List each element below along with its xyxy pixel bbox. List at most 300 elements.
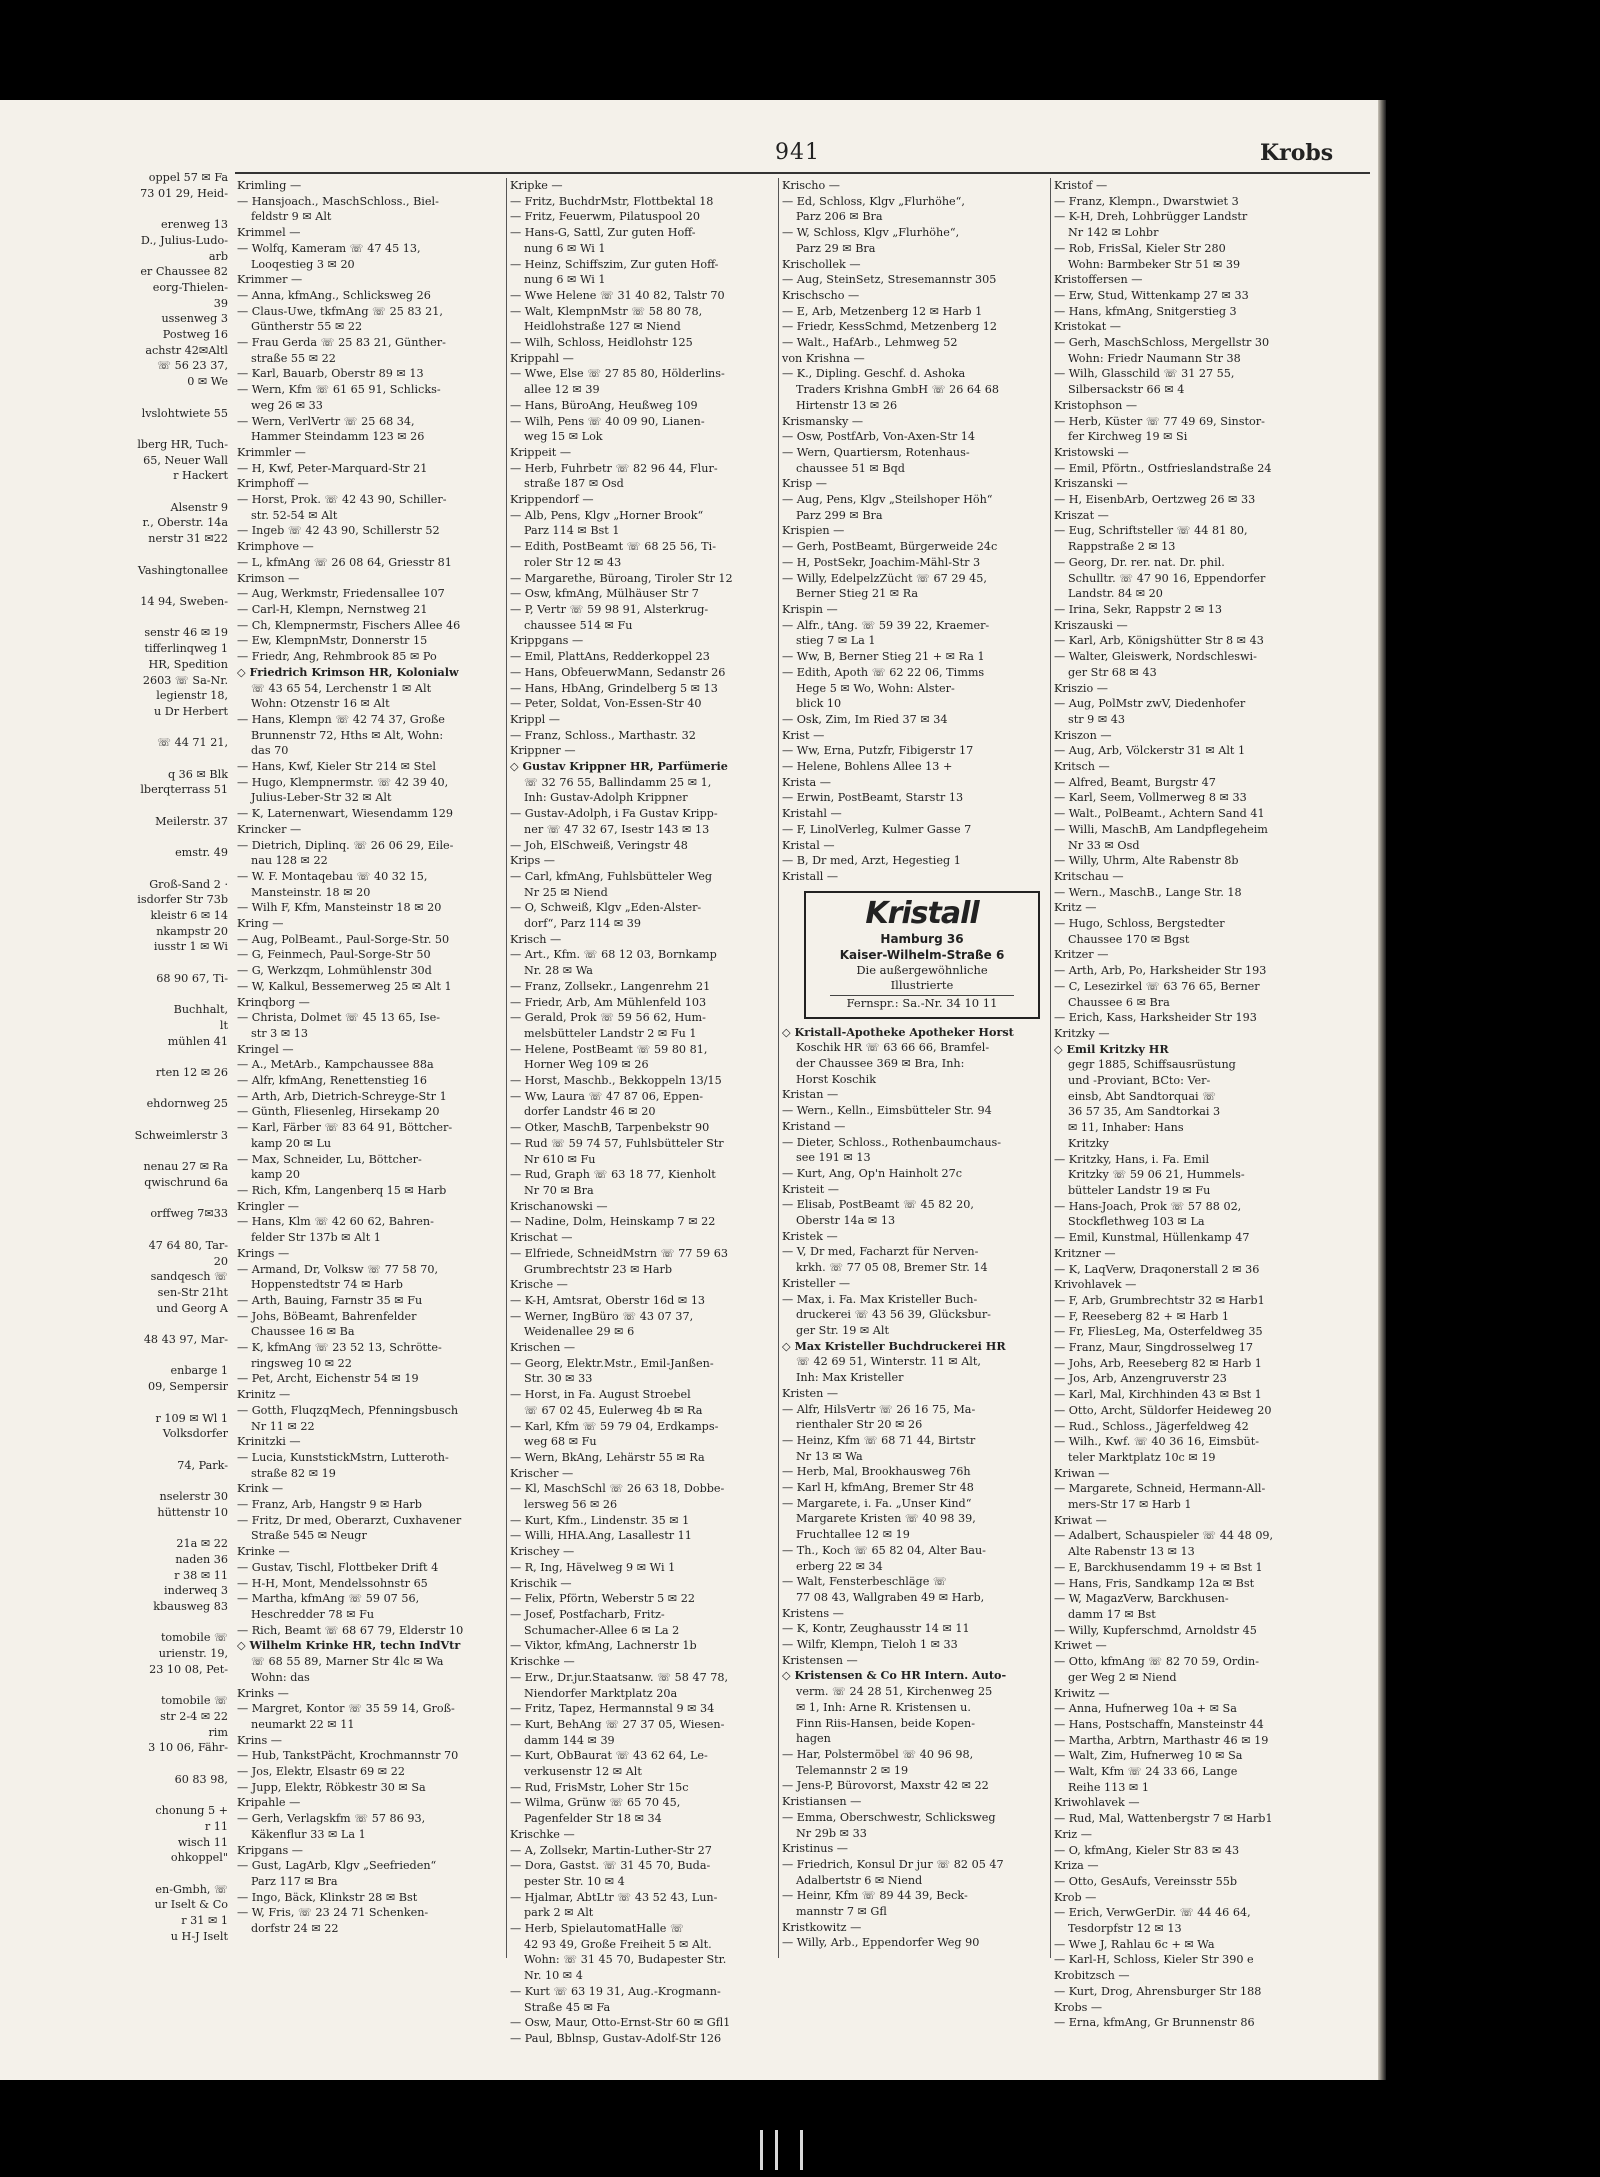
directory-entry: — Jos, Elektr, Elsastr 69 ✉ 22 <box>237 1765 405 1779</box>
surname-heading: Krimmler — <box>237 445 306 459</box>
surname-heading: Kritz — <box>1054 901 1097 915</box>
directory-entry: Parz 117 ✉ Bra <box>251 1874 338 1888</box>
directory-entry: — Hans, Klempn ☏ 42 74 37, Große <box>237 712 445 726</box>
directory-entry: ☏ 42 69 51, Winterstr. 11 ✉ Alt, <box>796 1355 981 1369</box>
directory-entry: Parz 299 ✉ Bra <box>796 508 883 522</box>
directory-entry: Güntherstr 55 ✉ 22 <box>251 320 363 334</box>
left-fragment-line: nselerstr 30 <box>159 1490 228 1504</box>
surname-heading: Krippl — <box>510 712 560 726</box>
directory-entry: Kritzky <box>1068 1136 1109 1150</box>
column-divider <box>778 178 779 1958</box>
directory-entry: — Gerh, Verlagskfm ☏ 57 86 93, <box>237 1812 426 1826</box>
directory-entry: — Hans, BüroAng, Heußweg 109 <box>510 398 698 412</box>
directory-entry: — W, Kalkul, Bessemerweg 25 ✉ Alt 1 <box>237 979 452 993</box>
directory-entry: dorf“, Parz 114 ✉ 39 <box>524 917 641 931</box>
left-fragment-line: lvslohtwiete 55 <box>141 406 228 420</box>
surname-heading: Kriwitz — <box>1054 1686 1110 1700</box>
left-fragment-line: ussenweg 3 <box>161 312 228 326</box>
directory-entry: hagen <box>796 1732 831 1746</box>
directory-entry: — Aug, PolMstr zwV, Diedenhofer <box>1054 697 1246 711</box>
left-fragment-line: oppel 57 ✉ Fa <box>148 171 228 184</box>
directory-entry: — Hjalmar, AbtLtr ☏ 43 52 43, Lun- <box>510 1890 718 1904</box>
directory-entry: — Franz, Maur, Singdrosselweg 17 <box>1054 1341 1253 1355</box>
left-fragment-line <box>0 1442 228 1458</box>
left-fragment-line: Buchhalt, <box>173 1003 228 1017</box>
directory-entry: Chaussee 16 ✉ Ba <box>251 1325 355 1339</box>
left-fragment-line: ☏ 56 23 37, <box>157 359 228 373</box>
left-fragment-line: nenau 27 ✉ Ra <box>143 1160 228 1174</box>
left-fragment-line <box>0 1866 228 1882</box>
surname-heading: Kristiansen — <box>782 1795 862 1809</box>
directory-entry: Rappstraße 2 ✉ 13 <box>1068 540 1176 554</box>
directory-entry: — Otker, MaschB, Tarpenbekstr 90 <box>510 1121 710 1135</box>
directory-entry: verm. ☏ 24 28 51, Kirchenweg 25 <box>796 1685 993 1699</box>
directory-entry: Adalbertstr 6 ✉ Niend <box>796 1873 923 1887</box>
directory-entry: Stockflethweg 103 ✉ La <box>1068 1215 1205 1229</box>
column-2 <box>510 178 772 2045</box>
surname-heading: Krischo — <box>782 179 840 192</box>
directory-entry: — Heinz, Schiffszim, Zur guten Hoff- <box>510 257 719 271</box>
directory-entry: ger Str 68 ✉ 43 <box>1068 665 1157 679</box>
directory-entry: Inh: Max Kristeller <box>796 1371 904 1385</box>
directory-entry: — R, Ing, Hävelweg 9 ✉ Wi 1 <box>510 1560 676 1574</box>
left-fragment-line: r 109 ✉ Wl 1 <box>155 1411 228 1425</box>
directory-entry: nung 6 ✉ Wi 1 <box>524 273 606 287</box>
directory-entry: Traders Krishna GmbH ☏ 26 64 68 <box>796 383 999 397</box>
directory-entry: — Jupp, Elektr, Röbkestr 30 ✉ Sa <box>237 1780 426 1794</box>
directory-entry: roler Str 12 ✉ 43 <box>524 555 622 569</box>
left-fragment-line: Alsenstr 9 <box>170 500 228 514</box>
directory-entry: — Alb, Pens, Klgv „Horner Brook“ <box>510 508 704 522</box>
surname-heading: Krinqborg — <box>237 995 310 1009</box>
directory-entry: — W, Fris, ☏ 23 24 71 Schenken- <box>237 1906 429 1920</box>
directory-entry: — Kurt, BehAng ☏ 27 37 05, Wiesen- <box>510 1717 725 1731</box>
directory-entry: — E, Arb, Metzenberg 12 ✉ Harb 1 <box>782 304 983 318</box>
surname-heading: Kripke — <box>510 179 563 192</box>
surname-heading: Kristens — <box>782 1606 844 1620</box>
directory-entry: — Franz, Klempn., Dwarstwiet 3 <box>1054 194 1239 208</box>
directory-entry: Wohn: Otzenstr 16 ✉ Alt <box>251 697 390 711</box>
surname-heading: Krobs — <box>1054 2000 1103 2014</box>
directory-entry: melsbütteler Landstr 2 ✉ Fu 1 <box>524 1026 697 1040</box>
directory-entry: — Aug, Pens, Klgv „Steilshoper Höh“ <box>782 493 993 507</box>
left-fragment-line <box>0 1316 228 1332</box>
directory-entry: — Friedr, KessSchmd, Metzenberg 12 <box>782 320 997 334</box>
surname-heading: Krivohlavek — <box>1054 1278 1137 1292</box>
directory-entry: — Karl H, kfmAng, Bremer Str 48 <box>782 1481 974 1495</box>
directory-entry: — Horst, in Fa. August Stroebel <box>510 1388 691 1402</box>
left-fragment-line: er Chaussee 82 <box>140 265 228 279</box>
left-fragment-line: HR, Spedition <box>148 657 228 671</box>
directory-entry: nau 128 ✉ 22 <box>251 854 328 868</box>
directory-entry: Straße 545 ✉ Neugr <box>251 1529 367 1543</box>
directory-entry: straße 55 ✉ 22 <box>251 351 336 365</box>
directory-entry: dorfer Landstr 46 ✉ 20 <box>524 1105 656 1119</box>
surname-heading: von Krishna — <box>782 351 865 365</box>
directory-entry: — Gust, LagArb, Klgv „Seefrieden“ <box>237 1859 437 1873</box>
left-fragment-line: rten 12 ✉ 26 <box>155 1066 228 1080</box>
left-fragment-line: Vashingtonallee <box>137 563 228 577</box>
directory-entry: — Wilh, Pens ☏ 40 09 90, Lianen- <box>510 414 705 428</box>
left-fragment-line: achstr 42✉Altl <box>145 343 228 357</box>
directory-entry: Parz 29 ✉ Bra <box>796 241 876 255</box>
left-fragment-line <box>0 1678 228 1694</box>
directory-entry: Kritzky ☏ 59 06 21, Hummels- <box>1068 1168 1245 1182</box>
left-fragment-line: 20 <box>213 1254 228 1268</box>
directory-entry: — Walter, Gleiswerk, Nordschleswi- <box>1054 650 1257 664</box>
directory-entry: — Georg, Elektr.Mstr., Emil-Janßen- <box>510 1356 714 1370</box>
directory-entry: — Hans-Joach, Prok ☏ 57 88 02, <box>1054 1199 1242 1213</box>
directory-entry: — Har, Polstermöbel ☏ 40 96 98, <box>782 1747 974 1761</box>
directory-entry: — Arth, Arb, Po, Harksheider Str 193 <box>1054 964 1267 978</box>
left-fragment-line <box>0 1081 228 1097</box>
surname-heading: Kristand — <box>782 1119 846 1133</box>
surname-heading: Krincker — <box>237 822 302 836</box>
left-fragment-line: u Dr Herbert <box>154 704 228 718</box>
left-fragment-line <box>0 1615 228 1631</box>
directory-entry: — Gotth, FluqzqMech, Pfenningsbusch <box>237 1403 459 1417</box>
directory-entry: ☏ 67 02 45, Eulerweg 4b ✉ Ra <box>524 1403 703 1417</box>
directory-entry: — Karl, Arb, Königshütter Str 8 ✉ 43 <box>1054 634 1264 648</box>
directory-entry: — H-H, Mont, Mendelssohnstr 65 <box>237 1576 428 1590</box>
left-fragment-line: 39 <box>213 296 228 310</box>
directory-entry: krkh. ☏ 77 05 08, Bremer Str. 14 <box>796 1261 988 1275</box>
directory-entry: — Ww, B, Berner Stieg 21 + ✉ Ra 1 <box>782 650 985 664</box>
left-fragment-line: 09, Sempersir <box>147 1380 228 1394</box>
surname-heading: Kriz — <box>1054 1827 1092 1841</box>
left-fragment-line: nerstr 31 ✉22 <box>148 532 228 546</box>
left-fragment-line <box>0 1787 228 1803</box>
directory-entry: — Edith, Apoth ☏ 62 22 06, Timms <box>782 665 985 679</box>
surname-heading: Kriszon — <box>1054 728 1112 742</box>
left-fragment-line: 23 10 08, Pet- <box>149 1662 228 1676</box>
left-fragment-line: legienstr 18, <box>156 689 228 703</box>
left-fragment-line <box>0 955 228 971</box>
directory-entry: Nr 142 ✉ Lohbr <box>1068 226 1159 240</box>
directory-entry: Nr 70 ✉ Bra <box>524 1184 594 1197</box>
left-fragment-line <box>0 830 228 846</box>
left-fragment-line: und Georg A <box>156 1301 228 1315</box>
directory-entry: verkusenstr 12 ✉ Alt <box>524 1765 642 1779</box>
left-fragment-line: r 38 ✉ 11 <box>174 1568 228 1582</box>
kristall-logo: Kristall <box>865 895 979 931</box>
surname-heading: Krimmel — <box>237 226 301 240</box>
directory-entry: druckerei ☏ 43 56 39, Glücksbur- <box>796 1308 991 1322</box>
directory-entry: — Gustav-Adolph, i Fa Gustav Kripp- <box>510 807 718 821</box>
directory-entry: ☏ 43 65 54, Lerchenstr 1 ✉ Alt <box>251 681 432 695</box>
directory-entry: — H, EisenbArb, Oertzweg 26 ✉ 33 <box>1054 493 1256 507</box>
directory-entry: — Herb, Küster ☏ 77 49 69, Sinstor- <box>1054 414 1265 428</box>
left-fragment-line: Groß-Sand 2 · <box>149 877 228 891</box>
directory-entry: — Emma, Oberschwestr, Schlicksweg <box>782 1810 996 1824</box>
left-fragment-line: emstr. 49 <box>175 846 228 860</box>
directory-entry: — Heinr, Kfm ☏ 89 44 39, Beck- <box>782 1889 968 1903</box>
directory-entry: Inh: Gustav-Adolph Krippner <box>524 791 688 805</box>
directory-entry: Schumacher-Allee 6 ✉ La 2 <box>524 1623 680 1637</box>
directory-entry: stieg 7 ✉ La 1 <box>796 634 876 648</box>
directory-entry: — Hans, Kwf, Kieler Str 214 ✉ Stel <box>237 760 436 774</box>
directory-entry: — Karl, Färber ☏ 83 64 91, Böttcher- <box>237 1121 453 1135</box>
directory-entry: — Hans, Klm ☏ 42 60 62, Bahren- <box>237 1215 434 1229</box>
ad-address: Kaiser-Wilhelm-Straße 6 <box>839 947 1005 962</box>
left-fragment-line <box>0 484 228 500</box>
directory-entry: — Fritz, BuchdrMstr, Flottbektal 18 <box>510 194 714 208</box>
directory-entry: — Elisab, PostBeamt ☏ 45 82 20, <box>782 1198 974 1212</box>
directory-entry: — Ed, Schloss, Klgv „Flurhöhe“, <box>782 194 965 208</box>
surname-heading: Krippendorf — <box>510 493 594 507</box>
directory-entry: mannstr 7 ✉ Gfl <box>796 1905 887 1919</box>
directory-entry: ☏ 32 76 55, Ballindamm 25 ✉ 1, <box>524 775 712 789</box>
directory-entry: — Irina, Sekr, Rappstr 2 ✉ 13 <box>1054 602 1223 616</box>
directory-entry: — Otto, Archt, Süldorfer Heideweg 20 <box>1054 1403 1272 1417</box>
directory-entry: — Ch, Klempnermstr, Fischers Allee 46 <box>237 618 461 632</box>
scan-mark <box>760 2130 763 2170</box>
page-number: 941 <box>775 140 820 165</box>
directory-entry: — K, Kontr, Zeughausstr 14 ✉ 11 <box>782 1622 970 1636</box>
surname-heading: Krisp — <box>782 477 827 491</box>
surname-heading: Kristoffersen — <box>1054 273 1143 287</box>
directory-entry: — Hans-G, Sattl, Zur guten Hoff- <box>510 226 696 240</box>
left-page-fragment <box>0 170 228 1944</box>
surname-heading: Krinks — <box>237 1686 289 1700</box>
directory-entry: — Hansjoach., MaschSchloss., Biel- <box>237 194 439 208</box>
surname-heading: Kristek — <box>782 1229 838 1243</box>
directory-entry: Silbersackstr 66 ✉ 4 <box>1068 383 1185 397</box>
left-fragment-line: sen-Str 21ht <box>157 1285 228 1299</box>
directory-entry: — Art., Kfm. ☏ 68 12 03, Bornkamp <box>510 948 717 962</box>
left-fragment-line: mühlen 41 <box>167 1034 228 1048</box>
directory-entry: Wohn: Barmbeker Str 51 ✉ 39 <box>1068 257 1241 271</box>
directory-entry: felder Str 137b ✉ Alt 1 <box>251 1231 381 1245</box>
left-fragment-line: 60 83 98, <box>174 1772 228 1786</box>
surname-heading: Krimphove — <box>237 540 314 554</box>
surname-heading: Kristall — <box>782 869 839 883</box>
directory-entry: kamp 20 <box>251 1168 301 1182</box>
directory-entry: — Fritz, Dr med, Oberarzt, Cuxhavener <box>237 1513 462 1527</box>
directory-entry: — Karl, Mal, Kirchhinden 43 ✉ Bst 1 <box>1054 1388 1262 1402</box>
directory-entry: — Martha, kfmAng ☏ 59 07 56, <box>237 1592 420 1606</box>
directory-entry: — K-H, Amtsrat, Oberstr 16d ✉ 13 <box>510 1293 706 1307</box>
left-fragment-line: kleistr 6 ✉ 14 <box>150 909 228 923</box>
left-fragment-line: 48 43 97, Mar- <box>143 1333 228 1347</box>
directory-entry: weg 26 ✉ 33 <box>251 398 323 412</box>
directory-entry: — H, Kwf, Peter-Marquard-Str 21 <box>237 461 428 475</box>
surname-heading: Krimphoff — <box>237 477 309 491</box>
surname-heading: Kriwan — <box>1054 1466 1110 1480</box>
directory-entry: Nr. 10 ✉ 4 <box>524 1969 583 1983</box>
directory-entry: ringsweg 10 ✉ 22 <box>251 1356 352 1370</box>
directory-entry: — A, Zollsekr, Martin-Luther-Str 27 <box>510 1843 712 1857</box>
directory-entry: erberg 22 ✉ 34 <box>796 1559 883 1573</box>
directory-entry: — Franz, Arb, Hangstr 9 ✉ Harb <box>237 1498 422 1512</box>
left-fragment-line <box>0 1144 228 1160</box>
directory-entry: str 9 ✉ 43 <box>1068 712 1125 726</box>
page-fold-shadow <box>1378 100 1386 2080</box>
directory-entry: Nr 25 ✉ Niend <box>524 885 608 899</box>
directory-entry: — Armand, Dr, Volksw ☏ 77 58 70, <box>237 1262 439 1276</box>
left-fragment-line: u H-J Iselt <box>170 1929 228 1943</box>
surname-heading: Kristokat — <box>1054 320 1121 334</box>
directory-entry: — Walt, Zim, Hufnerweg 10 ✉ Sa <box>1054 1749 1243 1763</box>
directory-entry: 36 57 35, Am Sandtorkai 3 <box>1068 1105 1221 1119</box>
directory-entry: Heidlohstraße 127 ✉ Niend <box>524 320 681 334</box>
directory-entry: Finn Riis-Hansen, beide Kopen- <box>796 1716 975 1730</box>
surname-heading: Kriwat — <box>1054 1513 1107 1527</box>
surname-heading: Krippgans — <box>510 634 584 648</box>
directory-entry: — G, Feinmech, Paul-Sorge-Str 50 <box>237 948 431 962</box>
directory-entry: und -Proviant, BCto: Ver- <box>1068 1074 1211 1088</box>
directory-entry: — Wern., Kelln., Eimsbütteler Str. 94 <box>782 1104 992 1118</box>
directory-entry: — Wilma, Grünw ☏ 65 70 45, <box>510 1796 681 1810</box>
surname-heading: Krings — <box>237 1246 290 1260</box>
left-fragment-line <box>0 987 228 1003</box>
directory-entry: — Erwin, PostBeamt, Starstr 13 <box>782 791 964 805</box>
directory-entry: damm 144 ✉ 39 <box>524 1733 615 1747</box>
left-fragment-line <box>0 1520 228 1536</box>
left-fragment-line: lberqterrass 51 <box>140 783 228 797</box>
left-fragment-line: senstr 46 ✉ 19 <box>144 626 228 640</box>
directory-entry: — Willi, MaschB, Am Landpflegeheim <box>1054 822 1268 836</box>
left-fragment-line: inderweq 3 <box>164 1584 228 1598</box>
directory-entry: — Georg, Dr. rer. nat. Dr. phil. <box>1054 555 1225 569</box>
directory-entry: — Lucia, KunststickMstrn, Lutteroth- <box>237 1450 449 1464</box>
surname-heading: Krispin — <box>782 602 838 616</box>
directory-entry: — Peter, Soldat, Von-Essen-Str 40 <box>510 697 702 711</box>
surname-heading: Krimling — <box>237 179 302 192</box>
directory-entry: gegr 1885, Schiffsausrüstung <box>1068 1058 1236 1072</box>
directory-entry: Mansteinstr. 18 ✉ 20 <box>251 885 371 899</box>
surname-heading: Kristowski — <box>1054 445 1129 459</box>
directory-entry: str 3 ✉ 13 <box>251 1026 308 1040</box>
directory-entry: — Erich, VerwGerDir. ☏ 44 46 64, <box>1054 1906 1251 1920</box>
directory-entry: ◇ Wilhelm Krinke HR, techn IndVtr <box>237 1638 461 1653</box>
directory-entry: — Anna, kfmAng., Schlicksweg 26 <box>237 288 431 302</box>
surname-heading: Kriwohlavek — <box>1054 1796 1140 1810</box>
surname-heading: Kristinus — <box>782 1842 848 1856</box>
directory-entry: mers-Str 17 ✉ Harb 1 <box>1068 1498 1192 1512</box>
directory-entry: — Willy, Kupferschmd, Arnoldstr 45 <box>1054 1623 1257 1637</box>
directory-entry: Str. 30 ✉ 33 <box>524 1372 593 1386</box>
directory-entry: Looqestieg 3 ✉ 20 <box>251 257 355 271</box>
surname-heading: Krischik — <box>510 1576 572 1590</box>
surname-heading: Krischat — <box>510 1231 573 1245</box>
directory-entry: — Günth, Fliesenleg, Hirsekamp 20 <box>237 1105 440 1119</box>
directory-entry: lersweg 56 ✉ 26 <box>524 1498 618 1512</box>
directory-entry: — K, Laternenwart, Wiesendamm 129 <box>237 807 454 821</box>
directory-entry: — V, Dr med, Facharzt für Nerven- <box>782 1245 979 1259</box>
surname-heading: Krippeit — <box>510 445 572 459</box>
surname-heading: Krins — <box>237 1733 282 1747</box>
ad-phone: Fernspr.: Sa.-Nr. 34 10 11 <box>830 995 1014 1011</box>
directory-entry: straße 187 ✉ Osd <box>524 477 624 491</box>
directory-entry: — Kurt ☏ 63 19 31, Aug.-Krogmann- <box>510 1984 721 1998</box>
directory-entry: — Willy, Uhrm, Alte Rabenstr 8b <box>1054 854 1239 868</box>
left-fragment-line <box>0 1112 228 1128</box>
left-fragment-line: Meilerstr. 37 <box>155 814 228 828</box>
left-fragment-line: orffweg 7✉33 <box>150 1207 228 1221</box>
directory-entry: ◇ Friedrich Krimson HR, Kolonialw <box>237 664 459 679</box>
directory-entry: chaussee 514 ✉ Fu <box>524 618 633 632</box>
directory-entry: Nr 11 ✉ 22 <box>251 1419 315 1433</box>
directory-entry: Chaussee 6 ✉ Bra <box>1068 995 1170 1009</box>
left-fragment-line <box>0 547 228 563</box>
directory-entry: — Fritz, Feuerwm, Pilatuspool 20 <box>510 210 700 224</box>
left-fragment-line: naden 36 <box>175 1552 228 1566</box>
directory-entry: Fruchtallee 12 ✉ 19 <box>796 1528 910 1542</box>
directory-entry: — Dora, Gastst. ☏ 31 45 70, Buda- <box>510 1859 711 1873</box>
directory-entry: — G, Werkzqm, Lohmühlenstr 30d <box>237 964 432 978</box>
directory-entry: Telemannstr 2 ✉ 19 <box>796 1763 909 1777</box>
directory-entry: — Aug, SteinSetz, Stresemannstr 305 <box>782 273 997 287</box>
surname-heading: Kritzky — <box>1054 1026 1110 1040</box>
directory-entry: Nr 610 ✉ Fu <box>524 1152 596 1166</box>
surname-heading: Kristeller — <box>782 1276 851 1290</box>
directory-entry: — Jens-P, Bürovorst, Maxstr 42 ✉ 22 <box>782 1779 989 1793</box>
surname-heading: Krischey — <box>510 1545 575 1559</box>
left-fragment-line: sandqesch ☏ <box>150 1270 228 1284</box>
directory-entry: — Wilfr, Klempn, Tieloh 1 ✉ 33 <box>782 1638 958 1652</box>
directory-entry: — Rud, Graph ☏ 63 18 77, Kienholt <box>510 1168 716 1182</box>
directory-entry: — Otto, GesAufs, Vereinsstr 55b <box>1054 1874 1238 1888</box>
directory-entry: einsb, Abt Sandtorquai ☏ <box>1068 1089 1217 1103</box>
directory-entry: — Wilh, Schloss, Heidlohstr 125 <box>510 336 693 350</box>
ad-city: Hamburg 36 <box>880 931 964 946</box>
directory-entry: Wohn: Friedr Naumann Str 38 <box>1068 351 1241 365</box>
left-fragment-line: r 31 ✉ 1 <box>181 1914 228 1928</box>
surname-heading: Krisch — <box>510 932 562 946</box>
directory-entry: — Herb, SpielautomatHalle ☏ <box>510 1922 684 1936</box>
directory-entry: ger Weg 2 ✉ Niend <box>1068 1670 1177 1684</box>
directory-entry: Berner Stieg 21 ✉ Ra <box>796 587 919 601</box>
left-fragment-line: tomobile ☏ <box>160 1631 228 1645</box>
directory-entry: Heschredder 78 ✉ Fu <box>251 1607 375 1621</box>
directory-entry: — Herb, Fuhrbetr ☏ 82 96 44, Flur- <box>510 461 718 475</box>
left-fragment-line: 74, Park- <box>177 1458 228 1472</box>
directory-entry: Horner Weg 109 ✉ 26 <box>524 1058 649 1072</box>
directory-entry: — Aug, Arb, Völckerstr 31 ✉ Alt 1 <box>1054 744 1246 758</box>
directory-entry: Käkenflur 33 ✉ La 1 <box>251 1827 366 1841</box>
directory-entry: ◇ Emil Kritzky HR <box>1054 1041 1169 1056</box>
directory-entry: — Helene, PostBeamt ☏ 59 80 81, <box>510 1042 708 1056</box>
directory-entry: — O, kfmAng, Kieler Str 83 ✉ 43 <box>1054 1843 1240 1857</box>
left-fragment-line: 73 01 29, Heid- <box>140 186 228 200</box>
directory-entry: ◇ Kristensen & Co HR Intern. Auto- <box>782 1668 1007 1683</box>
directory-entry: — Kurt, Ang, Op'n Hainholt 27c <box>782 1166 963 1180</box>
directory-entry: — Dieter, Schloss., Rothenbaumchaus- <box>782 1135 1002 1149</box>
directory-entry: Niendorfer Marktplatz 20a <box>524 1686 678 1700</box>
directory-entry: — K., Dipling. Geschf. d. Ashoka <box>782 367 966 381</box>
directory-entry: — Wern, BkAng, Lehärstr 55 ✉ Ra <box>510 1450 705 1464</box>
column-divider <box>1050 178 1051 1958</box>
directory-entry: — F, LinolVerleg, Kulmer Gasse 7 <box>782 822 972 836</box>
surname-heading: Kristophson — <box>1054 398 1138 412</box>
surname-heading: Kriszio — <box>1054 681 1108 695</box>
directory-entry: das 70 <box>251 744 289 758</box>
directory-entry: — Wwe, Else ☏ 27 85 80, Hölderlins- <box>510 367 725 381</box>
directory-entry: — Kurt, Kfm., Lindenstr. 35 ✉ 1 <box>510 1513 690 1527</box>
directory-entry: ner ☏ 47 32 67, Isestr 143 ✉ 13 <box>524 822 710 836</box>
left-fragment-line: 0 ✉ We <box>187 375 228 389</box>
directory-entry: — E, Barckhusendamm 19 + ✉ Bst 1 <box>1054 1560 1263 1574</box>
directory-entry: Koschik HR ☏ 63 66 66, Bramfel- <box>796 1041 990 1055</box>
column-4 <box>1054 178 1372 2030</box>
surname-heading: Kriza — <box>1054 1859 1099 1873</box>
directory-entry: — Nadine, Dolm, Heinskamp 7 ✉ 22 <box>510 1215 716 1229</box>
directory-entry: — Margarethe, Büroang, Tiroler Str 12 <box>510 571 733 585</box>
directory-entry: — L, kfmAng ☏ 26 08 64, Griesstr 81 <box>237 555 452 569</box>
directory-entry: — Kurt, Drog, Ahrensburger Str 188 <box>1054 1984 1262 1998</box>
left-fragment-line: tomobile ☏ <box>160 1694 228 1708</box>
